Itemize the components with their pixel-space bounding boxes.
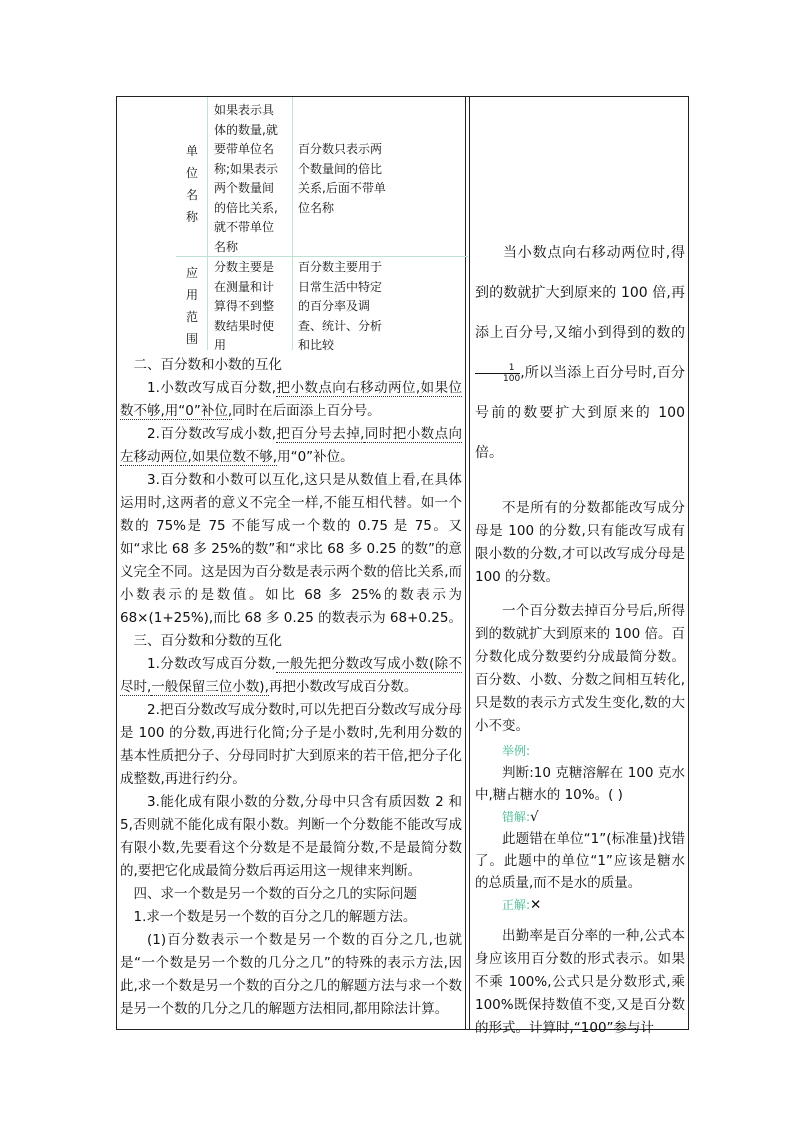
para-method: (1)百分数表示一个数是另一个数的百分之几,也就是“一个数是另一个数的几分之几”的特殊的表示方法,因此,求一个数是另一个数的百分之几的解题方法与求一个数是另一个数的几分之几的解题方法相同,都用除法计算。 bbox=[120, 932, 462, 1017]
heading-method: 1.求一个数是另一个数的百分之几的解题方法。 bbox=[133, 909, 417, 925]
heading-decimal-percent: 二、百分数和小数的互化 bbox=[133, 357, 282, 373]
note-fraction: 不是所有的分数都能改写成分母是 100 的分数,只有能改写成有限小数的分数,才可以改写成分母是 100 的分数。 bbox=[475, 500, 685, 585]
para-percent-to-fraction: 2.把百分数改写成分数时,可以先把百分数改写成分母是 100 的分数,再进行化简;分子是小数时,先利用分数的基本性质把分子、分母同时扩大到原来的若干倍,把分子化成整数,再进行约分。 bbox=[120, 702, 462, 787]
example-text: 判断:10 克糖溶解在 100 克水中,糖占糖水的 10%。( ) bbox=[475, 765, 685, 803]
para-interconversion: 3.百分数和小数可以互化,这只是从数值上看,在具体运用时,这两者的意义不完全一样,不能互相代替。如一个数的 75%是 75 不能写成一个数的 0.75 是 75。又如“求比 68 多 25%的数”和“求比 68 多 0.25 的数”的意义完全不同。这是因为百分数是表示两个数的倍比关系,而小数表示的是数值。如比 68 多 25%的数表示为68×(1+25%),而比 68 多 0.25 的数表示为 68+0.25。 bbox=[120, 472, 462, 626]
para-fraction-to-percent: 1.分数改写成百分数,一般先把分数改写成小数(除不尽时,一般保留三位小数),再把小数改写成百分数。 bbox=[120, 656, 462, 695]
cell-percent-unit: 百分数只表示两 个数量间的倍比 关系,后面不带单 位名称 bbox=[298, 142, 386, 215]
row-label-unit: 单 位 名 称 bbox=[185, 144, 198, 224]
para-finite-decimal: 3.能化成有限小数的分数,分母中只含有质因数 2 和 5,否则就不能化成有限小数。判断一个分数能不能改写成有限小数,先要看这个分数是不是最简分数,不是最简分数的,要把它化成最简分数后再运用这一规律来判断。 bbox=[120, 794, 462, 879]
note-example bbox=[475, 740, 685, 916]
example-tag: 举例: bbox=[502, 744, 531, 758]
row-label-usage: 应 用 范 围 bbox=[185, 266, 198, 346]
analysis-text: 此题错在单位“1”(标准量)找错了。此题中的单位“1”应该是糖水的总质量,而不是水的质量。 bbox=[475, 831, 685, 891]
heading-word-problems: 四、求一个数是另一个数的百分之几的实际问题 bbox=[133, 886, 417, 902]
column-divider-2 bbox=[469, 96, 470, 1030]
note-attendance: 出勤率是百分率的一种,公式本身应该用百分数的形式表示。如果不乘 100%,公式只是分数形式,乘 100%既保持数值不变,又是百分数的形式。计算时,“100”参与计 bbox=[475, 928, 685, 1036]
cell-percent-usage: 百分数主要用于 日常生活中特定 的百分率及调 查、统计、分析 和比较 bbox=[298, 260, 383, 352]
fraction-one-hundredth: $\frac{1}{100}$ bbox=[475, 363, 520, 384]
main-text bbox=[120, 354, 462, 1021]
right-tag: 正解: bbox=[502, 898, 531, 912]
heading-percent-fraction: 三、百分数和分数的互化 bbox=[133, 633, 282, 649]
wrong-answer: √ bbox=[530, 809, 539, 825]
right-answer: ✕ bbox=[530, 897, 542, 913]
note-decimal-point: 当小数点向右移动两位时,得到的数就扩大到原来的 100 倍,再添上百分号,又缩小到得到的数的 $\frac{1}{100}$ ,所以当添上百分号时,百分号前的数要扩大到原来的 100 倍。 bbox=[475, 245, 685, 461]
note-percent: 一个百分数去掉百分号后,所得到的数就扩大到原来的 100 倍。百分数化成分数要约分成最简分数。百分数、小数、分数之间相互转化,只是数的表示方式发生变化,数的大小不变。 bbox=[475, 603, 685, 734]
para-percent-to-decimal: 2.百分数改写成小数,把百分号去掉,同时把小数点向左移动两位,如果位数不够,用“0”补位。 bbox=[120, 426, 463, 465]
para-decimal-to-percent: 1.小数改写成百分数,把小数点向右移动两位,如果位数不够,用“0”补位,同时在后面添上百分号。 bbox=[120, 380, 463, 419]
wrong-tag: 错解: bbox=[502, 810, 531, 824]
column-divider bbox=[465, 96, 466, 1030]
cell-fraction-usage: 分数主要是 在测量和计 算得不到整 数结果时使 用 bbox=[214, 260, 275, 352]
cell-fraction-unit: 如果表示具 体的数量,就 要带单位名 称;如果表示 两个数量间 的倍比关系, 就不带单位 名称 bbox=[214, 103, 279, 254]
